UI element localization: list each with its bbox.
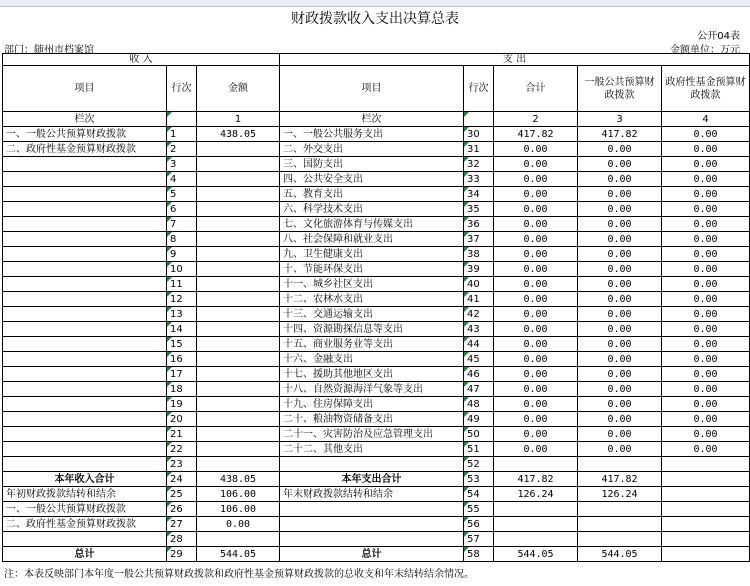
expense-line-cell[interactable]: 55 xyxy=(464,502,494,517)
income-item-cell[interactable]: 总计 xyxy=(3,547,167,562)
income-amount-cell[interactable] xyxy=(197,412,280,427)
income-line-cell[interactable]: 12 xyxy=(167,292,197,307)
expense-general-cell[interactable]: 0.00 xyxy=(578,397,662,412)
expense-item-cell[interactable]: 五、教育支出 xyxy=(280,187,464,202)
expense-gov-fund-cell[interactable]: 0.00 xyxy=(662,262,750,277)
expense-gov-fund-cell[interactable]: 0.00 xyxy=(662,277,750,292)
column-index-label[interactable]: 栏次 xyxy=(3,112,167,127)
expense-section-header[interactable]: 支 出 xyxy=(280,54,750,66)
cell[interactable] xyxy=(464,112,494,127)
expense-general-cell[interactable] xyxy=(578,532,662,547)
income-amount-cell[interactable]: 438.05 xyxy=(197,472,280,487)
expense-general-cell[interactable]: 0.00 xyxy=(578,277,662,292)
expense-gov-fund-cell[interactable]: 0.00 xyxy=(662,247,750,262)
income-amount-cell[interactable] xyxy=(197,202,280,217)
income-item-cell[interactable] xyxy=(3,277,167,292)
expense-item-cell[interactable] xyxy=(280,502,464,517)
income-line-cell[interactable]: 14 xyxy=(167,322,197,337)
expense-total-cell[interactable] xyxy=(494,517,578,532)
income-item-cell[interactable] xyxy=(3,442,167,457)
expense-item-cell[interactable]: 十五、商业服务业等支出 xyxy=(280,337,464,352)
income-amount-cell[interactable] xyxy=(197,382,280,397)
expense-gov-fund-cell[interactable] xyxy=(662,517,750,532)
income-line-cell[interactable]: 27 xyxy=(167,517,197,532)
expense-total-cell[interactable]: 0.00 xyxy=(494,262,578,277)
expense-total-cell[interactable]: 0.00 xyxy=(494,142,578,157)
income-amount-cell[interactable] xyxy=(197,157,280,172)
expense-line-cell[interactable]: 53 xyxy=(464,472,494,487)
expense-gov-fund-cell[interactable] xyxy=(662,547,750,562)
column-index-4[interactable]: 4 xyxy=(662,112,750,127)
expense-item-cell[interactable]: 十六、金融支出 xyxy=(280,352,464,367)
income-item-cell[interactable] xyxy=(3,457,167,472)
income-amount-cell[interactable] xyxy=(197,322,280,337)
expense-total-cell[interactable]: 0.00 xyxy=(494,307,578,322)
table-row xyxy=(3,337,750,352)
expense-gov-fund-cell[interactable]: 0.00 xyxy=(662,217,750,232)
expense-gov-fund-cell[interactable]: 0.00 xyxy=(662,397,750,412)
income-item-cell[interactable] xyxy=(3,532,167,547)
income-line-cell[interactable]: 6 xyxy=(167,202,197,217)
table-row xyxy=(3,142,750,157)
expense-line-cell[interactable]: 52 xyxy=(464,457,494,472)
department-label: 部门：随州市档案馆 xyxy=(4,45,94,56)
income-line-cell[interactable]: 10 xyxy=(167,262,197,277)
income-item-cell[interactable]: 一、一般公共预算财政拨款 xyxy=(3,502,167,517)
header-gov-fund-budget[interactable]: 政府性基金预算财政拨款 xyxy=(662,66,750,112)
expense-total-cell[interactable]: 0.00 xyxy=(494,412,578,427)
income-amount-cell[interactable] xyxy=(197,292,280,307)
income-amount-cell[interactable]: 438.05 xyxy=(197,127,280,142)
income-line-cell[interactable]: 16 xyxy=(167,352,197,367)
column-index-1[interactable]: 1 xyxy=(197,112,280,127)
income-amount-cell[interactable] xyxy=(197,217,280,232)
expense-line-cell[interactable]: 42 xyxy=(464,307,494,322)
income-amount-cell[interactable]: 0.00 xyxy=(197,517,280,532)
expense-item-cell[interactable] xyxy=(280,532,464,547)
income-line-cell[interactable]: 1 xyxy=(167,127,197,142)
column-index-2[interactable]: 2 xyxy=(494,112,578,127)
expense-general-cell[interactable]: 126.24 xyxy=(578,487,662,502)
income-item-cell[interactable] xyxy=(3,217,167,232)
expense-line-cell[interactable]: 45 xyxy=(464,352,494,367)
expense-total-cell[interactable]: 0.00 xyxy=(494,292,578,307)
expense-general-cell[interactable]: 0.00 xyxy=(578,442,662,457)
income-line-cell[interactable]: 17 xyxy=(167,367,197,382)
expense-general-cell[interactable]: 417.82 xyxy=(578,472,662,487)
expense-gov-fund-cell[interactable]: 0.00 xyxy=(662,127,750,142)
expense-gov-fund-cell[interactable]: 0.00 xyxy=(662,367,750,382)
income-item-cell[interactable] xyxy=(3,427,167,442)
income-line-cell[interactable]: 21 xyxy=(167,427,197,442)
header-line[interactable]: 行次 xyxy=(167,66,197,112)
expense-line-cell[interactable]: 31 xyxy=(464,142,494,157)
expense-total-cell[interactable]: 0.00 xyxy=(494,217,578,232)
income-line-cell[interactable]: 4 xyxy=(167,172,197,187)
income-amount-cell[interactable]: 106.00 xyxy=(197,487,280,502)
expense-total-cell[interactable]: 0.00 xyxy=(494,202,578,217)
table-row xyxy=(3,292,750,307)
expense-total-cell[interactable]: 417.82 xyxy=(494,127,578,142)
expense-total-cell[interactable] xyxy=(494,532,578,547)
header-item-expense[interactable]: 项目 xyxy=(280,66,464,112)
income-amount-cell[interactable] xyxy=(197,142,280,157)
column-index-3[interactable]: 3 xyxy=(578,112,662,127)
expense-total-cell[interactable]: 0.00 xyxy=(494,322,578,337)
income-amount-cell[interactable] xyxy=(197,367,280,382)
table-row xyxy=(3,532,750,547)
expense-general-cell[interactable]: 0.00 xyxy=(578,367,662,382)
expense-total-cell[interactable]: 544.05 xyxy=(494,547,578,562)
expense-item-cell[interactable]: 八、社会保障和就业支出 xyxy=(280,232,464,247)
expense-item-cell[interactable]: 二十二、其他支出 xyxy=(280,442,464,457)
table-row xyxy=(3,427,750,442)
expense-total-cell[interactable]: 0.00 xyxy=(494,397,578,412)
expense-item-cell[interactable]: 六、科学技术支出 xyxy=(280,202,464,217)
expense-line-cell[interactable]: 35 xyxy=(464,202,494,217)
expense-item-cell[interactable]: 十八、自然资源海洋气象等支出 xyxy=(280,382,464,397)
table-row xyxy=(3,187,750,202)
expense-line-cell[interactable]: 43 xyxy=(464,322,494,337)
expense-total-cell[interactable]: 0.00 xyxy=(494,187,578,202)
expense-total-cell[interactable]: 0.00 xyxy=(494,352,578,367)
table-row xyxy=(3,217,750,232)
expense-total-cell[interactable]: 417.82 xyxy=(494,472,578,487)
expense-item-cell[interactable]: 三、国防支出 xyxy=(280,157,464,172)
expense-general-cell[interactable]: 0.00 xyxy=(578,187,662,202)
expense-line-cell[interactable]: 56 xyxy=(464,517,494,532)
expense-item-cell[interactable]: 十四、资源勘探信息等支出 xyxy=(280,322,464,337)
expense-total-cell[interactable]: 0.00 xyxy=(494,247,578,262)
expense-gov-fund-cell[interactable] xyxy=(662,532,750,547)
expense-total-cell[interactable]: 0.00 xyxy=(494,172,578,187)
expense-item-cell[interactable]: 二、外交支出 xyxy=(280,142,464,157)
header-total[interactable]: 合计 xyxy=(494,66,578,112)
expense-gov-fund-cell[interactable] xyxy=(662,502,750,517)
table-row xyxy=(3,457,750,472)
cell[interactable] xyxy=(167,112,197,127)
column-header-strip xyxy=(0,0,750,7)
expense-total-cell[interactable] xyxy=(494,502,578,517)
income-amount-cell[interactable] xyxy=(197,307,280,322)
table-row xyxy=(3,517,750,532)
expense-item-cell[interactable]: 十、节能环保支出 xyxy=(280,262,464,277)
income-line-cell[interactable]: 23 xyxy=(167,457,197,472)
expense-general-cell[interactable]: 0.00 xyxy=(578,247,662,262)
table-row xyxy=(3,442,750,457)
expense-general-cell[interactable]: 0.00 xyxy=(578,202,662,217)
expense-item-cell[interactable]: 九、卫生健康支出 xyxy=(280,247,464,262)
table-row xyxy=(3,157,750,172)
expense-gov-fund-cell[interactable]: 0.00 xyxy=(662,157,750,172)
expense-line-cell[interactable]: 48 xyxy=(464,397,494,412)
expense-gov-fund-cell[interactable]: 0.00 xyxy=(662,307,750,322)
expense-item-cell[interactable]: 二十、粮油物资储备支出 xyxy=(280,412,464,427)
table-row xyxy=(3,502,750,517)
expense-line-cell[interactable]: 44 xyxy=(464,337,494,352)
income-line-cell[interactable]: 3 xyxy=(167,157,197,172)
table-row xyxy=(3,277,750,292)
expense-total-cell[interactable]: 126.24 xyxy=(494,487,578,502)
table-row xyxy=(3,247,750,262)
table-row xyxy=(3,322,750,337)
income-line-cell[interactable]: 11 xyxy=(167,277,197,292)
expense-general-cell[interactable]: 0.00 xyxy=(578,337,662,352)
expense-general-cell[interactable]: 417.82 xyxy=(578,127,662,142)
expense-gov-fund-cell[interactable]: 0.00 xyxy=(662,352,750,367)
income-line-cell[interactable]: 5 xyxy=(167,187,197,202)
income-item-cell[interactable] xyxy=(3,262,167,277)
expense-line-cell[interactable]: 33 xyxy=(464,172,494,187)
expense-general-cell[interactable]: 0.00 xyxy=(578,307,662,322)
income-line-cell[interactable]: 7 xyxy=(167,217,197,232)
expense-general-cell[interactable]: 0.00 xyxy=(578,217,662,232)
income-line-cell[interactable]: 24 xyxy=(167,472,197,487)
income-item-cell[interactable]: 一、一般公共预算财政拨款 xyxy=(3,127,167,142)
income-section-header[interactable]: 收 入 xyxy=(3,54,280,66)
expense-item-cell[interactable] xyxy=(280,457,464,472)
expense-gov-fund-cell[interactable]: 0.00 xyxy=(662,427,750,442)
income-item-cell[interactable]: 二、政府性基金预算财政拨款 xyxy=(3,517,167,532)
income-item-cell[interactable] xyxy=(3,382,167,397)
expense-gov-fund-cell[interactable] xyxy=(662,472,750,487)
expense-line-cell[interactable]: 47 xyxy=(464,382,494,397)
table-row xyxy=(3,127,750,142)
expense-item-cell[interactable]: 四、公共安全支出 xyxy=(280,172,464,187)
income-item-cell[interactable] xyxy=(3,397,167,412)
expense-line-cell[interactable]: 58 xyxy=(464,547,494,562)
expense-gov-fund-cell[interactable]: 0.00 xyxy=(662,442,750,457)
expense-gov-fund-cell[interactable]: 0.00 xyxy=(662,232,750,247)
income-item-cell[interactable] xyxy=(3,367,167,382)
expense-line-cell[interactable]: 37 xyxy=(464,232,494,247)
expense-general-cell[interactable]: 0.00 xyxy=(578,427,662,442)
expense-total-cell[interactable]: 0.00 xyxy=(494,277,578,292)
expense-gov-fund-cell[interactable]: 0.00 xyxy=(662,337,750,352)
table-row xyxy=(3,367,750,382)
expense-item-cell[interactable]: 十七、援助其他地区支出 xyxy=(280,367,464,382)
expense-item-cell[interactable]: 年末财政拨款结转和结余 xyxy=(280,487,464,502)
income-amount-cell[interactable] xyxy=(197,532,280,547)
expense-general-cell[interactable] xyxy=(578,517,662,532)
income-item-cell[interactable] xyxy=(3,247,167,262)
income-item-cell[interactable] xyxy=(3,202,167,217)
table-row xyxy=(3,397,750,412)
income-item-cell[interactable] xyxy=(3,232,167,247)
expense-line-cell[interactable]: 39 xyxy=(464,262,494,277)
expense-gov-fund-cell[interactable] xyxy=(662,487,750,502)
expense-gov-fund-cell[interactable]: 0.00 xyxy=(662,322,750,337)
income-amount-cell[interactable] xyxy=(197,247,280,262)
expense-line-cell[interactable]: 32 xyxy=(464,157,494,172)
income-amount-cell[interactable] xyxy=(197,397,280,412)
expense-total-cell[interactable]: 0.00 xyxy=(494,157,578,172)
table-row xyxy=(3,472,750,487)
expense-total-cell[interactable]: 0.00 xyxy=(494,442,578,457)
income-amount-cell[interactable] xyxy=(197,262,280,277)
expense-general-cell[interactable]: 0.00 xyxy=(578,322,662,337)
expense-gov-fund-cell[interactable]: 0.00 xyxy=(662,412,750,427)
expense-total-cell[interactable] xyxy=(494,457,578,472)
expense-item-cell[interactable]: 总计 xyxy=(280,547,464,562)
expense-line-cell[interactable]: 40 xyxy=(464,277,494,292)
footnote: 注：本表反映部门本年度一般公共预算财政拨款和政府性基金预算财政拨款的总收支和年末结转结余情况。 xyxy=(4,569,474,580)
expense-item-cell[interactable]: 十九、住房保障支出 xyxy=(280,397,464,412)
expense-item-cell[interactable]: 十三、交通运输支出 xyxy=(280,307,464,322)
income-line-cell[interactable]: 9 xyxy=(167,247,197,262)
income-amount-cell[interactable]: 544.05 xyxy=(197,547,280,562)
expense-total-cell[interactable]: 0.00 xyxy=(494,232,578,247)
expense-gov-fund-cell[interactable]: 0.00 xyxy=(662,142,750,157)
header-amount[interactable]: 金额 xyxy=(197,66,280,112)
expense-gov-fund-cell[interactable]: 0.00 xyxy=(662,172,750,187)
income-item-cell[interactable] xyxy=(3,292,167,307)
expense-general-cell[interactable]: 0.00 xyxy=(578,172,662,187)
income-line-cell[interactable]: 8 xyxy=(167,232,197,247)
expense-total-cell[interactable]: 0.00 xyxy=(494,382,578,397)
expense-general-cell[interactable]: 0.00 xyxy=(578,412,662,427)
income-line-cell[interactable]: 18 xyxy=(167,382,197,397)
income-item-cell[interactable] xyxy=(3,307,167,322)
income-item-cell[interactable] xyxy=(3,322,167,337)
expense-line-cell[interactable]: 54 xyxy=(464,487,494,502)
table-row xyxy=(3,547,750,562)
budget-table xyxy=(2,53,750,562)
expense-line-cell[interactable]: 57 xyxy=(464,532,494,547)
income-line-cell[interactable]: 13 xyxy=(167,307,197,322)
income-item-cell[interactable] xyxy=(3,157,167,172)
expense-gov-fund-cell[interactable]: 0.00 xyxy=(662,292,750,307)
income-line-cell[interactable]: 29 xyxy=(167,547,197,562)
table-row xyxy=(3,487,750,502)
income-item-cell[interactable]: 年初财政拨款结转和结余 xyxy=(3,487,167,502)
column-index-label-expense[interactable]: 栏次 xyxy=(280,112,464,127)
table-row xyxy=(3,352,750,367)
table-row xyxy=(3,412,750,427)
income-amount-cell[interactable] xyxy=(197,172,280,187)
income-amount-cell[interactable] xyxy=(197,457,280,472)
income-line-cell[interactable]: 22 xyxy=(167,442,197,457)
expense-total-cell[interactable]: 0.00 xyxy=(494,427,578,442)
expense-total-cell[interactable]: 0.00 xyxy=(494,337,578,352)
expense-line-cell[interactable]: 51 xyxy=(464,442,494,457)
expense-general-cell[interactable]: 0.00 xyxy=(578,352,662,367)
income-amount-cell[interactable] xyxy=(197,352,280,367)
income-amount-cell[interactable] xyxy=(197,277,280,292)
expense-item-cell[interactable] xyxy=(280,517,464,532)
unit-label: 金额单位：万元 xyxy=(670,45,740,56)
income-line-cell[interactable]: 20 xyxy=(167,412,197,427)
income-line-cell[interactable]: 26 xyxy=(167,502,197,517)
expense-line-cell[interactable]: 41 xyxy=(464,292,494,307)
income-line-cell[interactable]: 19 xyxy=(167,397,197,412)
expense-item-cell[interactable]: 七、文化旅游体育与传媒支出 xyxy=(280,217,464,232)
expense-gov-fund-cell[interactable]: 0.00 xyxy=(662,187,750,202)
income-line-cell[interactable]: 25 xyxy=(167,487,197,502)
expense-general-cell[interactable] xyxy=(578,457,662,472)
expense-item-cell[interactable]: 一、一般公共服务支出 xyxy=(280,127,464,142)
header-item[interactable]: 项目 xyxy=(3,66,167,112)
table-row xyxy=(3,232,750,247)
income-item-cell[interactable]: 本年收入合计 xyxy=(3,472,167,487)
income-item-cell[interactable] xyxy=(3,172,167,187)
table-row xyxy=(3,172,750,187)
income-item-cell[interactable] xyxy=(3,337,167,352)
income-item-cell[interactable]: 二、政府性基金预算财政拨款 xyxy=(3,142,167,157)
income-amount-cell[interactable] xyxy=(197,187,280,202)
income-item-cell[interactable] xyxy=(3,187,167,202)
expense-line-cell[interactable]: 46 xyxy=(464,367,494,382)
expense-general-cell[interactable]: 0.00 xyxy=(578,157,662,172)
expense-line-cell[interactable]: 49 xyxy=(464,412,494,427)
expense-gov-fund-cell[interactable]: 0.00 xyxy=(662,202,750,217)
table-row xyxy=(3,307,750,322)
header-general-budget[interactable]: 一般公共预算财政拨款 xyxy=(578,66,662,112)
expense-general-cell[interactable]: 0.00 xyxy=(578,292,662,307)
expense-item-cell[interactable]: 十一、城乡社区支出 xyxy=(280,277,464,292)
income-line-cell[interactable]: 2 xyxy=(167,142,197,157)
income-amount-cell[interactable] xyxy=(197,232,280,247)
expense-line-cell[interactable]: 36 xyxy=(464,217,494,232)
expense-gov-fund-cell[interactable]: 0.00 xyxy=(662,382,750,397)
income-amount-cell[interactable]: 106.00 xyxy=(197,502,280,517)
table-row xyxy=(3,202,750,217)
expense-general-cell[interactable]: 544.05 xyxy=(578,547,662,562)
expense-item-cell[interactable]: 二十一、灾害防治及应急管理支出 xyxy=(280,427,464,442)
income-item-cell[interactable] xyxy=(3,352,167,367)
income-amount-cell[interactable] xyxy=(197,442,280,457)
expense-item-cell[interactable]: 十二、农林水支出 xyxy=(280,292,464,307)
income-amount-cell[interactable] xyxy=(197,427,280,442)
table-row xyxy=(3,382,750,397)
expense-general-cell[interactable]: 0.00 xyxy=(578,232,662,247)
expense-line-cell[interactable]: 34 xyxy=(464,187,494,202)
income-line-cell[interactable]: 28 xyxy=(167,532,197,547)
expense-item-cell[interactable]: 本年支出合计 xyxy=(280,472,464,487)
expense-line-cell[interactable]: 30 xyxy=(464,127,494,142)
expense-general-cell[interactable]: 0.00 xyxy=(578,262,662,277)
expense-general-cell[interactable]: 0.00 xyxy=(578,142,662,157)
expense-line-cell[interactable]: 38 xyxy=(464,247,494,262)
expense-total-cell[interactable]: 0.00 xyxy=(494,367,578,382)
table-row xyxy=(3,262,750,277)
expense-line-cell[interactable]: 50 xyxy=(464,427,494,442)
income-amount-cell[interactable] xyxy=(197,337,280,352)
header-line-expense[interactable]: 行次 xyxy=(464,66,494,112)
income-item-cell[interactable] xyxy=(3,412,167,427)
income-line-cell[interactable]: 15 xyxy=(167,337,197,352)
expense-general-cell[interactable] xyxy=(578,502,662,517)
form-number: 公开04表 xyxy=(697,31,740,42)
report-title: 财政拨款收入支出决算总表 xyxy=(291,11,459,27)
expense-gov-fund-cell[interactable] xyxy=(662,457,750,472)
expense-general-cell[interactable]: 0.00 xyxy=(578,382,662,397)
